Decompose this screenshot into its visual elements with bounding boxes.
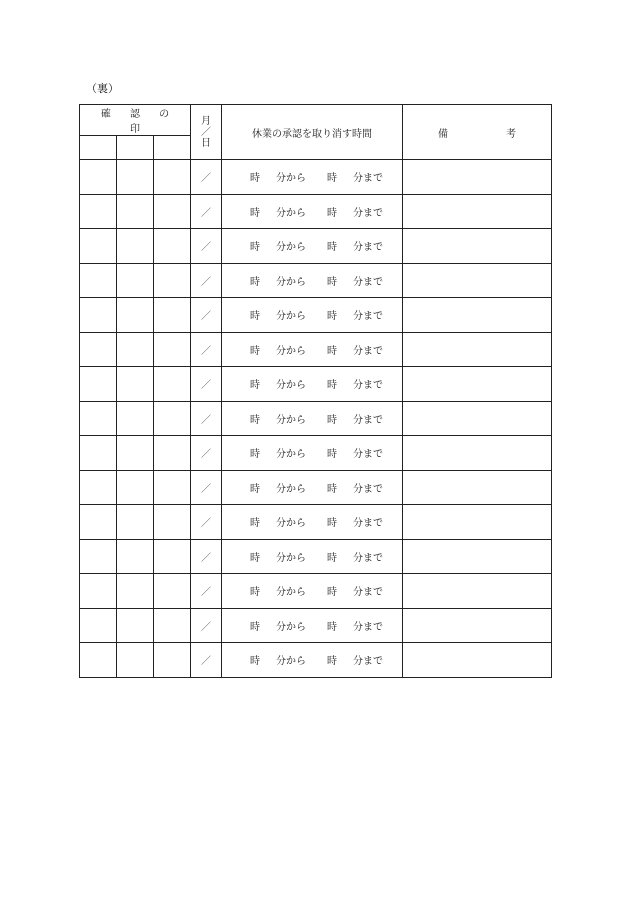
hour-to-label: 時 [327, 345, 338, 357]
minute-from-label: 分から [276, 518, 307, 530]
time-range-cell[interactable] [222, 608, 403, 643]
hour-to-label: 時 [327, 276, 338, 288]
hour-from-label: 時 [250, 449, 261, 461]
month-label: 月 [201, 115, 212, 127]
remarks-cell[interactable] [403, 229, 552, 264]
minute-from-label: 分から [276, 483, 307, 495]
time-range-cell[interactable] [222, 470, 403, 505]
stamp-cell-3[interactable] [154, 194, 191, 229]
stamp-cell-2[interactable] [117, 539, 154, 574]
table-row [80, 539, 552, 574]
time-range-cell[interactable] [222, 574, 403, 609]
hour-from-label: 時 [250, 311, 261, 323]
table-row [80, 401, 552, 436]
hour-to-label: 時 [327, 518, 338, 530]
hour-from-label: 時 [250, 414, 261, 426]
hour-from-label: 時 [250, 380, 261, 392]
minute-to-label: 分まで [353, 311, 384, 323]
remarks-cell[interactable] [403, 436, 552, 471]
table-row [80, 298, 552, 333]
time-range-cell[interactable] [222, 229, 403, 264]
hour-to-label: 時 [327, 380, 338, 392]
stamp-cell-1[interactable] [80, 229, 117, 264]
month-day-header [191, 105, 222, 160]
minute-to-label: 分まで [353, 518, 384, 530]
remarks-cell[interactable] [403, 332, 552, 367]
stamp-cell-1[interactable] [80, 160, 117, 195]
hour-to-label: 時 [327, 656, 338, 668]
date-slash: ／ [201, 242, 212, 254]
remarks-cell[interactable] [403, 470, 552, 505]
stamp-cell-2[interactable] [117, 574, 154, 609]
stamp-cell-2[interactable] [117, 505, 154, 540]
stamp-cell-1[interactable] [80, 332, 117, 367]
time-range-cell[interactable] [222, 505, 403, 540]
hour-from-label: 時 [250, 518, 261, 530]
hour-from-label: 時 [250, 483, 261, 495]
month-day-cell[interactable] [191, 643, 222, 678]
remarks-cell[interactable] [403, 574, 552, 609]
minute-to-label: 分まで [353, 207, 384, 219]
date-slash: ／ [201, 380, 212, 392]
remarks-cell[interactable] [403, 505, 552, 540]
minute-from-label: 分から [276, 449, 307, 461]
stamp-cell-1[interactable] [80, 643, 117, 678]
month-day-cell[interactable] [191, 401, 222, 436]
stamp-cell-2[interactable] [117, 436, 154, 471]
remarks-cell[interactable] [403, 401, 552, 436]
stamp-cell-3[interactable] [154, 608, 191, 643]
stamp-cell-1[interactable] [80, 539, 117, 574]
minute-to-label: 分まで [353, 552, 384, 564]
remarks-cell[interactable] [403, 160, 552, 195]
hour-to-label: 時 [327, 449, 338, 461]
table-row [80, 643, 552, 678]
remarks-char-2: 考 [506, 128, 517, 140]
hour-from-label: 時 [250, 345, 261, 357]
stamp-cell-1[interactable] [80, 470, 117, 505]
minute-from-label: 分から [276, 380, 307, 392]
stamp-cell-3[interactable] [154, 505, 191, 540]
day-label: 日 [201, 137, 212, 149]
month-day-cell[interactable] [191, 160, 222, 195]
header-row-top [80, 105, 552, 136]
stamp-cell-1[interactable] [80, 608, 117, 643]
hour-to-label: 時 [327, 207, 338, 219]
stamp-cell-3[interactable] [154, 574, 191, 609]
time-range-cell[interactable] [222, 643, 403, 678]
minute-from-label: 分から [276, 242, 307, 254]
hour-to-label: 時 [327, 552, 338, 564]
time-range-cell[interactable] [222, 298, 403, 333]
hour-to-label: 時 [327, 242, 338, 254]
stamp-cell-3[interactable] [154, 539, 191, 574]
stamp-cell-2[interactable] [117, 160, 154, 195]
time-range-cell[interactable] [222, 436, 403, 471]
remarks-cell[interactable] [403, 539, 552, 574]
minute-to-label: 分まで [353, 345, 384, 357]
time-range-cell[interactable] [222, 263, 403, 298]
stamp-cell-1[interactable] [80, 505, 117, 540]
stamp-header-cell-3 [154, 136, 191, 160]
hour-from-label: 時 [250, 587, 261, 599]
date-slash: ／ [201, 621, 212, 633]
stamp-cell-3[interactable] [154, 470, 191, 505]
date-slash: ／ [201, 656, 212, 668]
date-slash: ／ [201, 207, 212, 219]
hour-to-label: 時 [327, 587, 338, 599]
table-row [80, 332, 552, 367]
time-header: 休業の承認を取り消す時間 [222, 105, 403, 160]
table-row [80, 505, 552, 540]
remarks-cell[interactable] [403, 367, 552, 402]
date-slash: ／ [201, 414, 212, 426]
hour-from-label: 時 [250, 656, 261, 668]
time-range-cell[interactable] [222, 194, 403, 229]
date-slash: ／ [201, 276, 212, 288]
hour-from-label: 時 [250, 621, 261, 633]
month-day-cell[interactable] [191, 332, 222, 367]
date-slash: ／ [201, 483, 212, 495]
stamp-cell-2[interactable] [117, 194, 154, 229]
hour-from-label: 時 [250, 552, 261, 564]
table-row [80, 470, 552, 505]
table-row [80, 367, 552, 402]
stamp-cell-2[interactable] [117, 263, 154, 298]
time-range-cell[interactable] [222, 539, 403, 574]
table-row [80, 574, 552, 609]
hour-from-label: 時 [250, 207, 261, 219]
month-day-cell[interactable] [191, 470, 222, 505]
remarks-cell[interactable] [403, 263, 552, 298]
stamp-cell-2[interactable] [117, 643, 154, 678]
minute-from-label: 分から [276, 621, 307, 633]
stamp-cell-1[interactable] [80, 367, 117, 402]
minute-from-label: 分から [276, 276, 307, 288]
hour-to-label: 時 [327, 173, 338, 185]
cancellation-form-table [79, 104, 552, 678]
remarks-header [403, 105, 552, 160]
page-side-label: （裏） [86, 82, 119, 95]
minute-from-label: 分から [276, 587, 307, 599]
minute-from-label: 分から [276, 173, 307, 185]
minute-to-label: 分まで [353, 276, 384, 288]
hour-to-label: 時 [327, 483, 338, 495]
table-row [80, 436, 552, 471]
minute-from-label: 分から [276, 207, 307, 219]
remarks-cell[interactable] [403, 643, 552, 678]
stamp-cell-2[interactable] [117, 401, 154, 436]
month-day-cell[interactable] [191, 263, 222, 298]
minute-to-label: 分まで [353, 483, 384, 495]
hour-to-label: 時 [327, 621, 338, 633]
month-day-cell[interactable] [191, 539, 222, 574]
minute-from-label: 分から [276, 311, 307, 323]
month-day-cell[interactable] [191, 194, 222, 229]
hour-from-label: 時 [250, 276, 261, 288]
remarks-char-1: 備 [438, 128, 449, 140]
minute-to-label: 分まで [353, 656, 384, 668]
minute-to-label: 分まで [353, 380, 384, 392]
month-day-slash: ／ [201, 126, 212, 138]
table-row [80, 263, 552, 298]
stamp-cell-1[interactable] [80, 194, 117, 229]
minute-from-label: 分から [276, 345, 307, 357]
time-range-cell[interactable] [222, 367, 403, 402]
stamp-cell-3[interactable] [154, 298, 191, 333]
stamp-cell-2[interactable] [117, 470, 154, 505]
minute-to-label: 分まで [353, 173, 384, 185]
time-range-cell[interactable] [222, 160, 403, 195]
date-slash: ／ [201, 173, 212, 185]
stamp-cell-3[interactable] [154, 332, 191, 367]
minute-from-label: 分から [276, 656, 307, 668]
date-slash: ／ [201, 449, 212, 461]
stamp-cell-3[interactable] [154, 160, 191, 195]
month-day-cell[interactable] [191, 574, 222, 609]
minute-to-label: 分まで [353, 242, 384, 254]
stamp-cell-1[interactable] [80, 263, 117, 298]
time-range-cell[interactable] [222, 401, 403, 436]
month-day-cell[interactable] [191, 505, 222, 540]
time-range-cell[interactable] [222, 332, 403, 367]
date-slash: ／ [201, 518, 212, 530]
hour-from-label: 時 [250, 242, 261, 254]
hour-to-label: 時 [327, 414, 338, 426]
minute-from-label: 分から [276, 552, 307, 564]
stamp-cell-2[interactable] [117, 332, 154, 367]
month-day-cell[interactable] [191, 608, 222, 643]
month-day-cell[interactable] [191, 229, 222, 264]
hour-to-label: 時 [327, 311, 338, 323]
stamp-header: 確 認 の 印 [80, 105, 191, 136]
stamp-cell-2[interactable] [117, 229, 154, 264]
stamp-cell-2[interactable] [117, 367, 154, 402]
stamp-cell-1[interactable] [80, 436, 117, 471]
minute-to-label: 分まで [353, 414, 384, 426]
date-slash: ／ [201, 311, 212, 323]
table-row [80, 229, 552, 264]
minute-to-label: 分まで [353, 587, 384, 599]
stamp-cell-3[interactable] [154, 263, 191, 298]
stamp-cell-2[interactable] [117, 298, 154, 333]
date-slash: ／ [201, 345, 212, 357]
table-row [80, 194, 552, 229]
date-slash: ／ [201, 587, 212, 599]
stamp-cell-3[interactable] [154, 367, 191, 402]
stamp-cell-3[interactable] [154, 643, 191, 678]
hour-from-label: 時 [250, 173, 261, 185]
stamp-header-cell-1 [80, 136, 117, 160]
remarks-cell[interactable] [403, 608, 552, 643]
stamp-cell-1[interactable] [80, 574, 117, 609]
minute-to-label: 分まで [353, 621, 384, 633]
stamp-cell-3[interactable] [154, 401, 191, 436]
table-row [80, 160, 552, 195]
minute-from-label: 分から [276, 414, 307, 426]
month-day-cell[interactable] [191, 298, 222, 333]
remarks-cell[interactable] [403, 194, 552, 229]
table-row [80, 608, 552, 643]
stamp-cell-3[interactable] [154, 229, 191, 264]
minute-to-label: 分まで [353, 449, 384, 461]
stamp-cell-1[interactable] [80, 401, 117, 436]
stamp-cell-2[interactable] [117, 608, 154, 643]
date-slash: ／ [201, 552, 212, 564]
remarks-cell[interactable] [403, 298, 552, 333]
stamp-cell-1[interactable] [80, 298, 117, 333]
month-day-cell[interactable] [191, 436, 222, 471]
stamp-header-cell-2 [117, 136, 154, 160]
month-day-cell[interactable] [191, 367, 222, 402]
stamp-cell-3[interactable] [154, 436, 191, 471]
